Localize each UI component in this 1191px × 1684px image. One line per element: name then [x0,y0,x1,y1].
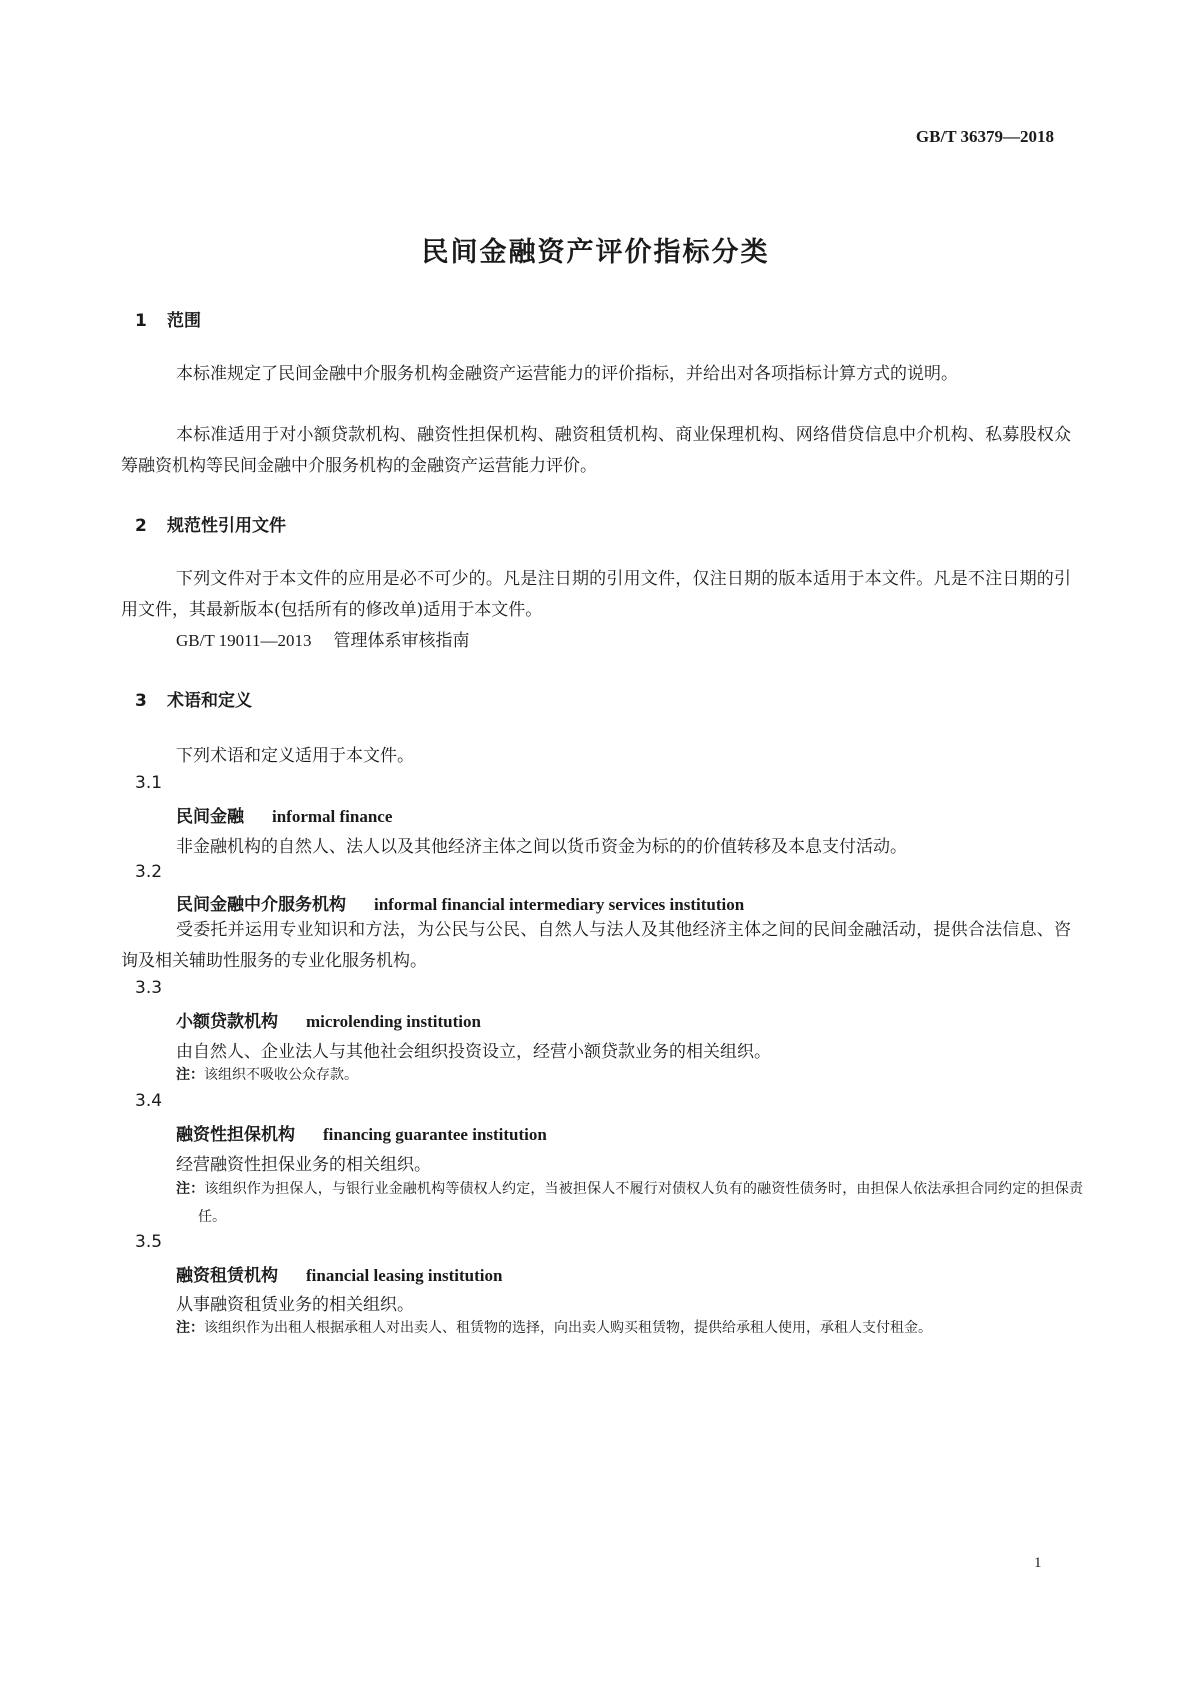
reference-code: GB/T 19011—2013 [176,631,312,650]
term-number: 3.5 [135,1232,163,1252]
term-heading [176,1261,502,1286]
term-note [176,1175,1083,1231]
term-note [176,1314,1083,1342]
term-zh: 融资租赁机构 [176,1266,278,1286]
term-number: 3.1 [135,773,163,793]
section-number: 3 [135,691,147,711]
term-definition: 经营融资性担保业务的相关组织。 [176,1155,431,1175]
term-note [176,1061,1083,1089]
standard-number: GB/T 36379—2018 [915,127,1054,146]
term-en: informal finance [272,807,393,826]
term-number: 3.3 [135,978,163,998]
page-number: 1 [1034,1555,1042,1571]
section-title: 范围 [167,311,201,331]
term-definition: 从事融资租赁业务的相关组织。 [176,1295,414,1315]
term-en: microlending institution [306,1012,481,1031]
section-title: 规范性引用文件 [167,516,286,536]
term-en: financial leasing institution [306,1266,503,1285]
term-zh: 小额贷款机构 [176,1012,278,1032]
section-1-heading [135,306,201,331]
note-text: 该组织不吸收公众存款。 [204,1067,358,1083]
term-definition: 非金融机构的自然人、法人以及其他经济主体之间以货币资金为标的的价值转移及本息支付活动。 [176,837,907,857]
section-title: 术语和定义 [167,691,252,711]
scope-paragraph-1: 本标准规定了民间金融中介服务机构金融资产运营能力的评价指标，并给出对各项指标计算方式的说明。 [176,364,958,384]
terms-intro: 下列术语和定义适用于本文件。 [176,746,414,766]
term-heading [176,802,392,827]
section-number: 2 [135,516,147,536]
term-en: informal financial intermediary services institution [374,895,745,914]
term-heading [176,890,744,915]
normative-paragraph: 下列文件对于本文件的应用是必不可少的。凡是注日期的引用文件，仅注日期的版本适用于本文件。凡是不注日期的引用文件，其最新版本(包括所有的修改单)适用于本文件。 [121,569,1071,620]
term-heading [176,1007,481,1032]
reference-title: 管理体系审核指南 [333,631,470,651]
section-3-heading [135,686,252,711]
note-label: 注： [176,1067,204,1083]
term-definition: 由自然人、企业法人与其他社会组织投资设立，经营小额贷款业务的相关组织。 [176,1042,771,1062]
term-heading [176,1120,547,1145]
note-label: 注： [176,1320,204,1336]
document-title: 民间金融资产评价指标分类 [421,237,770,268]
term-zh: 民间金融中介服务机构 [176,895,346,915]
section-number: 1 [135,311,147,331]
scope-paragraph-2: 本标准适用于对小额贷款机构、融资性担保机构、融资租赁机构、商业保理机构、网络借贷信息中介机构、私募股权众筹融资机构等民间金融中介服务机构的金融资产运营能力评价。 [121,425,1071,476]
normative-reference [176,626,470,651]
note-text: 该组织作为出租人根据承租人对出卖人、租赁物的选择，向出卖人购买租赁物，提供给承租人使用，承租人支付租金。 [204,1320,932,1336]
section-2-heading [135,511,286,536]
note-text: 该组织作为担保人，与银行业金融机构等债权人约定，当被担保人不履行对债权人负有的融资性债务时，由担保人依法承担合同约定的担保责任。 [198,1181,1084,1225]
term-number: 3.2 [135,862,163,882]
note-label: 注： [176,1181,205,1197]
term-zh: 民间金融 [176,807,244,827]
term-definition: 受委托并运用专业知识和方法，为公民与公民、自然人与法人及其他经济主体之间的民间金融活动，提供合法信息、咨询及相关辅助性服务的专业化服务机构。 [121,920,1071,971]
term-zh: 融资性担保机构 [176,1125,295,1145]
term-en: financing guarantee institution [323,1125,547,1144]
term-number: 3.4 [135,1091,163,1111]
